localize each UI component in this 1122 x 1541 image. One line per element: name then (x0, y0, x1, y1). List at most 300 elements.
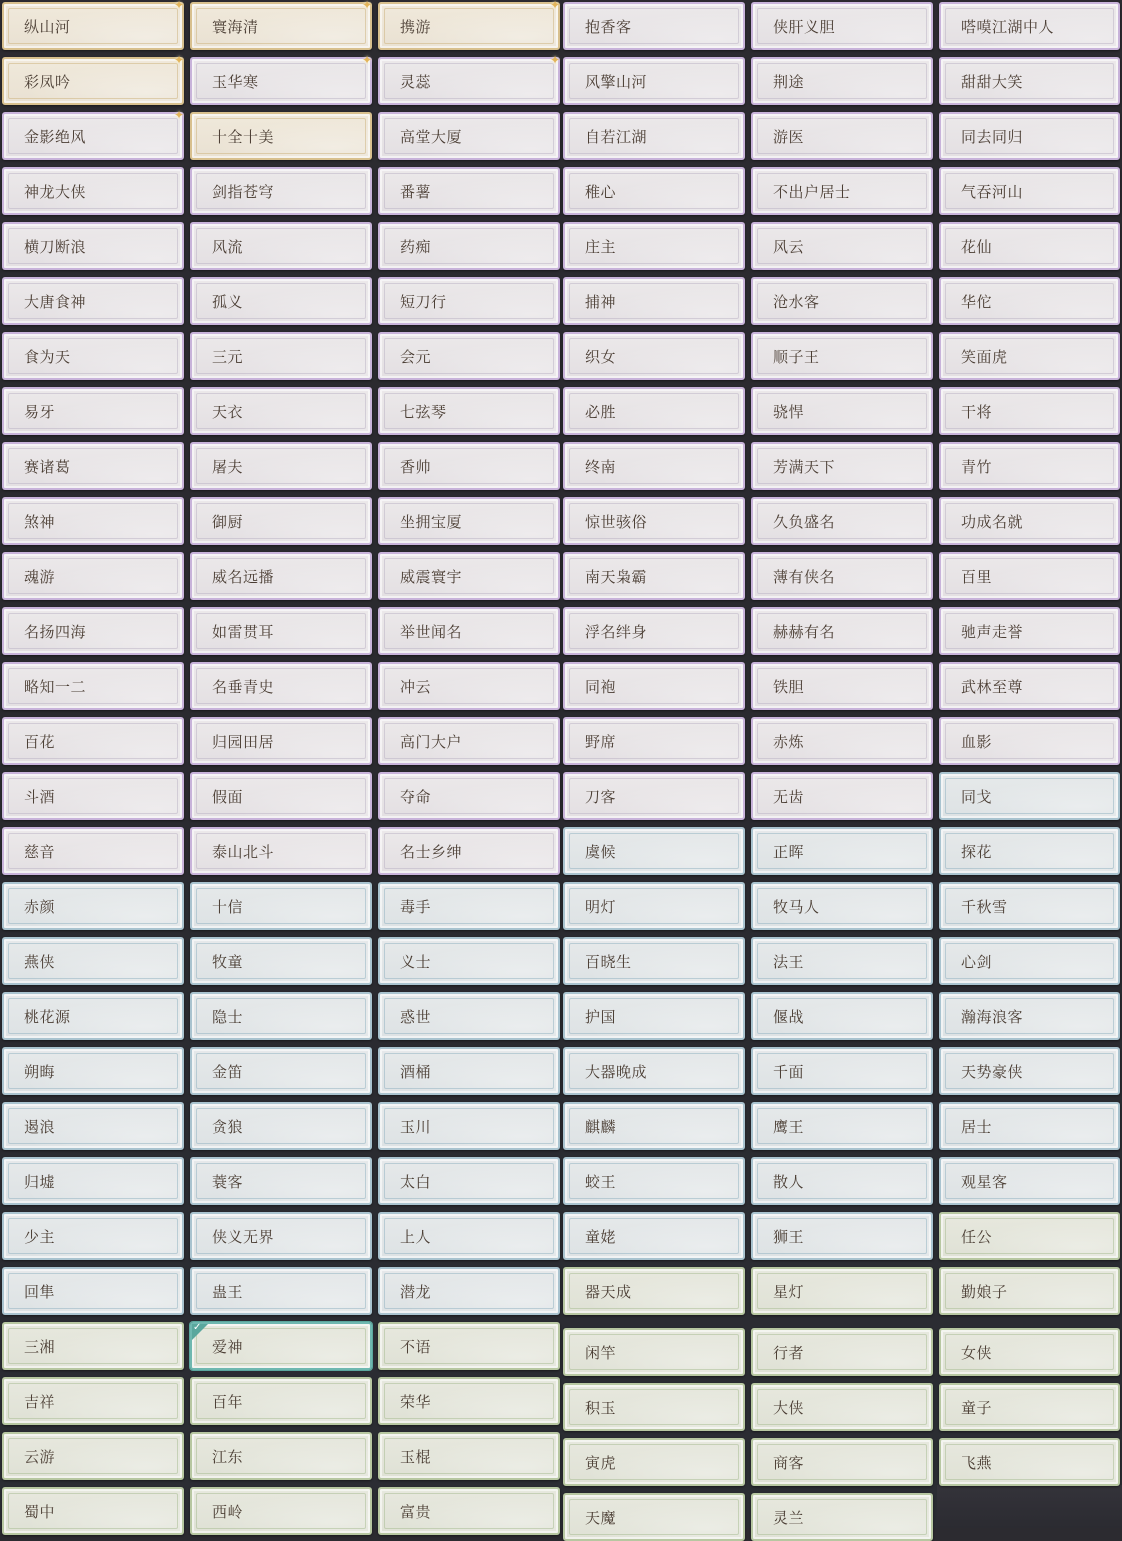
title-card[interactable] (563, 1383, 745, 1431)
title-card[interactable] (190, 387, 372, 435)
title-card-label: 蛟王 (585, 1172, 617, 1191)
title-card-label: 武林至尊 (961, 677, 1024, 696)
title-card-label: 坐拥宝厦 (400, 512, 463, 531)
title-card[interactable] (751, 1438, 933, 1486)
title-card[interactable] (751, 57, 933, 105)
title-card[interactable] (751, 1493, 933, 1541)
title-card[interactable] (190, 497, 372, 545)
title-card[interactable] (190, 222, 372, 270)
title-card[interactable] (2, 167, 184, 215)
title-card-label: 孤义 (212, 292, 244, 311)
title-card[interactable] (939, 2, 1120, 50)
title-card-label: 金影绝风 (24, 127, 87, 146)
title-card-label: 麒麟 (585, 1117, 617, 1136)
title-card[interactable] (751, 442, 933, 490)
title-card-label: 干将 (961, 402, 993, 421)
title-card[interactable] (563, 1493, 745, 1541)
title-card[interactable] (939, 387, 1120, 435)
title-card-label: 略知一二 (24, 677, 87, 696)
title-card-label: 遏浪 (24, 1117, 56, 1136)
title-card[interactable] (939, 552, 1120, 600)
title-card-label: 煞神 (24, 512, 56, 531)
title-card[interactable] (939, 332, 1120, 380)
title-card-label: 护国 (585, 1007, 617, 1026)
title-card[interactable] (563, 1157, 745, 1205)
sparkle-icon: ✦ (550, 0, 561, 12)
title-card[interactable] (939, 222, 1120, 270)
title-card-label: 短刀行 (400, 292, 447, 311)
title-card[interactable] (751, 167, 933, 215)
title-card[interactable] (2, 387, 184, 435)
title-card[interactable] (190, 53, 373, 105)
title-card-label: 天衣 (212, 402, 244, 421)
title-card[interactable] (751, 662, 933, 710)
title-card-label: 归墟 (24, 1172, 56, 1191)
title-card-label: 蜀中 (24, 1502, 56, 1521)
title-card[interactable] (378, 277, 560, 325)
title-card-label: 织女 (585, 347, 617, 366)
title-card-label: 久负盛名 (773, 512, 836, 531)
title-card-label: 野席 (585, 732, 617, 751)
title-card[interactable] (563, 607, 745, 655)
title-card[interactable] (378, 53, 561, 105)
title-card[interactable] (190, 112, 372, 160)
title-card-label: 威震寰宇 (400, 567, 463, 586)
title-card[interactable] (2, 277, 184, 325)
title-card-label: 番薯 (400, 182, 432, 201)
title-card-label: 天魔 (585, 1508, 617, 1527)
title-card[interactable] (563, 442, 745, 490)
title-card-label: 捕神 (585, 292, 617, 311)
title-card[interactable] (378, 1432, 560, 1480)
title-card[interactable] (190, 277, 372, 325)
title-card[interactable] (563, 772, 745, 820)
title-card[interactable] (751, 1328, 933, 1376)
title-card[interactable] (190, 937, 372, 985)
title-card-label: 芳满天下 (773, 457, 836, 476)
title-card-label: 血影 (961, 732, 993, 751)
title-card-label: 无齿 (773, 787, 805, 806)
title-card[interactable] (939, 1383, 1120, 1431)
title-card-label: 沧水客 (773, 292, 820, 311)
title-card[interactable] (563, 882, 745, 930)
title-card-label: 三元 (212, 347, 244, 366)
title-card[interactable] (939, 1157, 1120, 1205)
title-card[interactable] (2, 937, 184, 985)
title-card[interactable] (939, 882, 1120, 930)
title-card-label: 千秋雪 (961, 897, 1008, 916)
title-card[interactable] (2, 1322, 184, 1370)
title-card[interactable] (563, 1328, 745, 1376)
title-card[interactable] (751, 992, 933, 1040)
title-card-label: 百晓生 (585, 952, 632, 971)
title-card-label: 潜龙 (400, 1282, 432, 1301)
title-card[interactable] (378, 1377, 560, 1425)
title-card[interactable] (378, 497, 560, 545)
title-card[interactable] (751, 112, 933, 160)
title-card-label: 如雷贯耳 (212, 622, 275, 641)
title-card[interactable] (378, 1267, 560, 1315)
title-card[interactable] (563, 1212, 745, 1260)
title-card-label: 归园田居 (212, 732, 275, 751)
title-card-label: 童姥 (585, 1227, 617, 1246)
title-card-label: 牧马人 (773, 897, 820, 916)
title-card[interactable] (378, 442, 560, 490)
title-card[interactable] (2, 882, 184, 930)
title-card-label: 同袍 (585, 677, 617, 696)
title-card-label: 自若江湖 (585, 127, 648, 146)
title-card-label: 华佗 (961, 292, 993, 311)
title-card-label: 飞燕 (961, 1453, 993, 1472)
title-card[interactable] (563, 57, 745, 105)
title-card-label: 甜甜大笑 (961, 72, 1024, 91)
title-card[interactable] (939, 607, 1120, 655)
title-card[interactable] (939, 992, 1120, 1040)
title-card-label: 稚心 (585, 182, 617, 201)
sparkle-icon: ✦ (174, 0, 185, 12)
title-card-label: 铁胆 (773, 677, 805, 696)
title-card-label: 天势豪侠 (961, 1062, 1024, 1081)
title-card-label: 风云 (773, 237, 805, 256)
title-card[interactable] (190, 1267, 372, 1315)
title-card-label: 探花 (961, 842, 993, 861)
title-card-label: 西岭 (212, 1502, 244, 1521)
title-card-label: 牧童 (212, 952, 244, 971)
title-card-label: 上人 (400, 1227, 432, 1246)
title-card[interactable] (563, 222, 745, 270)
title-card-label: 蓑客 (212, 1172, 244, 1191)
title-card[interactable] (563, 552, 745, 600)
title-card[interactable] (563, 992, 745, 1040)
title-card[interactable] (563, 332, 745, 380)
title-card-label: 魂游 (24, 567, 56, 586)
title-card[interactable] (378, 992, 560, 1040)
title-card[interactable] (2, 1102, 184, 1150)
title-card-label: 女侠 (961, 1343, 993, 1362)
title-card-label: 玉棍 (400, 1447, 432, 1466)
title-card-label: 游医 (773, 127, 805, 146)
title-card[interactable] (2, 53, 185, 105)
title-card-label: 居士 (961, 1117, 993, 1136)
title-card[interactable] (939, 772, 1120, 820)
title-card-label: 七弦琴 (400, 402, 447, 421)
title-card[interactable] (939, 497, 1120, 545)
title-card[interactable] (378, 222, 560, 270)
title-card[interactable] (751, 1267, 933, 1315)
title-card[interactable] (939, 112, 1120, 160)
title-card-label: 心剑 (961, 952, 993, 971)
title-card-label: 风流 (212, 237, 244, 256)
title-card[interactable] (190, 1322, 372, 1370)
sparkle-icon: ✦ (174, 108, 185, 122)
title-card[interactable] (378, 1322, 560, 1370)
title-card-label: 大器晚成 (585, 1062, 648, 1081)
title-card[interactable] (378, 1212, 560, 1260)
title-card-label: 义士 (400, 952, 432, 971)
title-card[interactable] (751, 387, 933, 435)
title-card[interactable] (939, 277, 1120, 325)
title-card[interactable] (939, 1267, 1120, 1315)
title-card-label: 荣华 (400, 1392, 432, 1411)
title-card-label: 必胜 (585, 402, 617, 421)
title-card-label: 灵兰 (773, 1508, 805, 1527)
title-card-label: 星灯 (773, 1282, 805, 1301)
title-card-label: 十全十美 (212, 127, 275, 146)
title-card-label: 名士乡绅 (400, 842, 463, 861)
title-card-label: 玉川 (400, 1117, 432, 1136)
title-card[interactable] (563, 387, 745, 435)
title-card[interactable] (939, 1212, 1120, 1260)
title-card[interactable] (2, 1157, 184, 1205)
title-card[interactable] (563, 1102, 745, 1150)
title-card[interactable] (378, 882, 560, 930)
title-card-label: 行者 (773, 1343, 805, 1362)
title-card[interactable] (2, 222, 184, 270)
title-card[interactable] (378, 1157, 560, 1205)
title-card-label: 商客 (773, 1453, 805, 1472)
title-card-label: 南天枭霸 (585, 567, 648, 586)
title-card-label: 易牙 (24, 402, 56, 421)
title-card-label: 薄有侠名 (773, 567, 836, 586)
title-card-label: 气吞河山 (961, 182, 1024, 201)
title-card-label: 燕侠 (24, 952, 56, 971)
title-card-label: 荆途 (773, 72, 805, 91)
title-card-label: 千面 (773, 1062, 805, 1081)
title-card-label: 桃花源 (24, 1007, 71, 1026)
title-card[interactable] (378, 112, 560, 160)
title-card[interactable] (190, 772, 372, 820)
title-card-label: 观星客 (961, 1172, 1008, 1191)
title-card[interactable] (378, 827, 560, 875)
title-card[interactable] (563, 167, 745, 215)
title-card[interactable] (2, 497, 184, 545)
title-card[interactable] (751, 497, 933, 545)
title-card[interactable] (2, 827, 184, 875)
title-card-label: 风擎山河 (585, 72, 648, 91)
title-card[interactable] (563, 717, 745, 765)
title-card[interactable] (378, 937, 560, 985)
title-card[interactable] (939, 1102, 1120, 1150)
title-card-label: 大唐食神 (24, 292, 87, 311)
title-card[interactable] (378, 387, 560, 435)
title-card-label: 屠夫 (212, 457, 244, 476)
title-card[interactable] (378, 552, 560, 600)
title-card-label: 惑世 (400, 1007, 432, 1026)
title-card[interactable] (563, 1047, 745, 1095)
title-card[interactable] (190, 2, 372, 50)
title-card-label: 寅虎 (585, 1453, 617, 1472)
title-card[interactable] (939, 1438, 1120, 1486)
title-card[interactable] (190, 882, 372, 930)
checkmark-icon: ✓ (193, 1322, 202, 1333)
title-card[interactable] (563, 662, 745, 710)
title-card[interactable] (751, 222, 933, 270)
title-card[interactable] (751, 772, 933, 820)
title-card[interactable] (751, 552, 933, 600)
title-card-label: 威名远播 (212, 567, 275, 586)
title-card[interactable] (939, 717, 1120, 765)
title-card[interactable] (2, 717, 184, 765)
title-card-label: 剑指苍穹 (212, 182, 275, 201)
title-card[interactable] (378, 2, 560, 50)
title-card[interactable] (939, 442, 1120, 490)
title-card[interactable] (2, 992, 184, 1040)
title-card-label: 同去同归 (961, 127, 1024, 146)
title-card-label: 赛诸葛 (24, 457, 71, 476)
title-card-label: 功成名就 (961, 512, 1024, 531)
title-card-label: 冲云 (400, 677, 432, 696)
title-card[interactable] (190, 332, 372, 380)
title-card[interactable] (2, 1267, 184, 1315)
sparkle-icon: ✦ (362, 53, 373, 67)
title-card-label: 夺命 (400, 787, 432, 806)
title-card-label: 百花 (24, 732, 56, 751)
title-card[interactable] (378, 607, 560, 655)
title-card-label: 彩凤吟 (24, 72, 71, 91)
title-card-label: 瀚海浪客 (961, 1007, 1024, 1026)
title-card[interactable] (751, 717, 933, 765)
title-card[interactable] (190, 992, 372, 1040)
title-card[interactable] (190, 662, 372, 710)
title-card[interactable] (563, 497, 745, 545)
title-card[interactable] (190, 607, 372, 655)
title-card[interactable] (563, 937, 745, 985)
title-card[interactable] (2, 1377, 184, 1425)
title-card[interactable] (2, 772, 184, 820)
title-card[interactable] (190, 1047, 372, 1095)
title-card[interactable] (751, 937, 933, 985)
title-card[interactable] (378, 332, 560, 380)
title-card-label: 隐士 (212, 1007, 244, 1026)
title-card[interactable] (751, 2, 933, 50)
title-card-label: 三湘 (24, 1337, 56, 1356)
title-card[interactable] (563, 1267, 745, 1315)
title-card-label: 狮王 (773, 1227, 805, 1246)
title-card-label: 名垂青史 (212, 677, 275, 696)
title-card-label: 十信 (212, 897, 244, 916)
title-card[interactable] (563, 827, 745, 875)
sparkle-icon: ✦ (362, 0, 373, 12)
title-card[interactable] (190, 827, 372, 875)
title-card-label: 百年 (212, 1392, 244, 1411)
title-card-label: 斗酒 (24, 787, 56, 806)
title-card[interactable] (563, 277, 745, 325)
title-card[interactable] (378, 1047, 560, 1095)
title-card[interactable] (190, 1212, 372, 1260)
title-card-label: 同戈 (961, 787, 993, 806)
title-card[interactable] (2, 607, 184, 655)
title-card[interactable] (2, 1047, 184, 1095)
title-card[interactable] (563, 1438, 745, 1486)
title-card[interactable] (751, 607, 933, 655)
title-card-label: 侠肝义胆 (773, 17, 836, 36)
title-card-label: 不出户居士 (773, 182, 851, 201)
title-card[interactable] (939, 1328, 1120, 1376)
title-card[interactable] (2, 552, 184, 600)
title-card-label: 毒手 (400, 897, 432, 916)
title-card[interactable] (2, 1212, 184, 1260)
title-card-label: 鹰王 (773, 1117, 805, 1136)
title-card[interactable] (190, 167, 372, 215)
title-card[interactable] (190, 552, 372, 600)
title-card-label: 终南 (585, 457, 617, 476)
title-card[interactable] (751, 332, 933, 380)
title-card[interactable] (939, 827, 1120, 875)
title-card[interactable] (190, 1102, 372, 1150)
title-card-label: 勤娘子 (961, 1282, 1008, 1301)
title-card-label: 正晖 (773, 842, 805, 861)
title-card[interactable] (751, 1157, 933, 1205)
title-card-label: 童子 (961, 1398, 993, 1417)
title-card[interactable] (939, 57, 1120, 105)
title-card-label: 食为天 (24, 347, 71, 366)
title-card-label: 纵山河 (24, 17, 71, 36)
title-card[interactable] (2, 108, 185, 160)
title-card-label: 金笛 (212, 1062, 244, 1081)
title-card-label: 惊世骇俗 (585, 512, 648, 531)
title-card[interactable] (378, 1102, 560, 1150)
title-card[interactable] (190, 1432, 372, 1480)
title-card[interactable] (378, 167, 560, 215)
title-card[interactable] (751, 1383, 933, 1431)
title-card-label: 寰海清 (212, 17, 259, 36)
title-card-label: 积玉 (585, 1398, 617, 1417)
title-card[interactable] (2, 1432, 184, 1480)
title-card[interactable] (378, 662, 560, 710)
title-card-label: 庄主 (585, 237, 617, 256)
sparkle-icon: ✦ (550, 53, 561, 67)
title-card-label: 横刀断浪 (24, 237, 87, 256)
title-card[interactable] (751, 827, 933, 875)
title-card-label: 顺子王 (773, 347, 820, 366)
title-card[interactable] (751, 1102, 933, 1150)
title-card-label: 会元 (400, 347, 432, 366)
title-card-label: 赫赫有名 (773, 622, 836, 641)
title-card-label: 灵蕊 (400, 72, 432, 91)
title-card[interactable] (939, 937, 1120, 985)
title-card-label: 爱神 (212, 1337, 244, 1356)
title-card[interactable] (2, 442, 184, 490)
title-card-label: 太白 (400, 1172, 432, 1191)
title-card[interactable] (190, 717, 372, 765)
title-card[interactable] (751, 1212, 933, 1260)
title-card[interactable] (563, 2, 745, 50)
title-card[interactable] (563, 112, 745, 160)
title-card[interactable] (378, 772, 560, 820)
title-card-label: 明灯 (585, 897, 617, 916)
title-card[interactable] (751, 882, 933, 930)
title-card[interactable] (190, 1377, 372, 1425)
title-card[interactable] (939, 662, 1120, 710)
title-card-label: 神龙大侠 (24, 182, 87, 201)
title-card-label: 御厨 (212, 512, 244, 531)
title-card-label: 举世闻名 (400, 622, 463, 641)
title-card[interactable] (2, 332, 184, 380)
title-card[interactable] (751, 1047, 933, 1095)
title-card[interactable] (2, 662, 184, 710)
title-card[interactable] (939, 1047, 1120, 1095)
title-card-label: 少主 (24, 1227, 56, 1246)
title-card-label: 任公 (961, 1227, 993, 1246)
title-card[interactable] (939, 167, 1120, 215)
title-card[interactable] (2, 2, 184, 50)
title-card-label: 高门大户 (400, 732, 463, 751)
title-card[interactable] (378, 717, 560, 765)
title-card[interactable] (751, 277, 933, 325)
title-card[interactable] (190, 442, 372, 490)
title-card-label: 吉祥 (24, 1392, 56, 1411)
title-card[interactable] (190, 1157, 372, 1205)
